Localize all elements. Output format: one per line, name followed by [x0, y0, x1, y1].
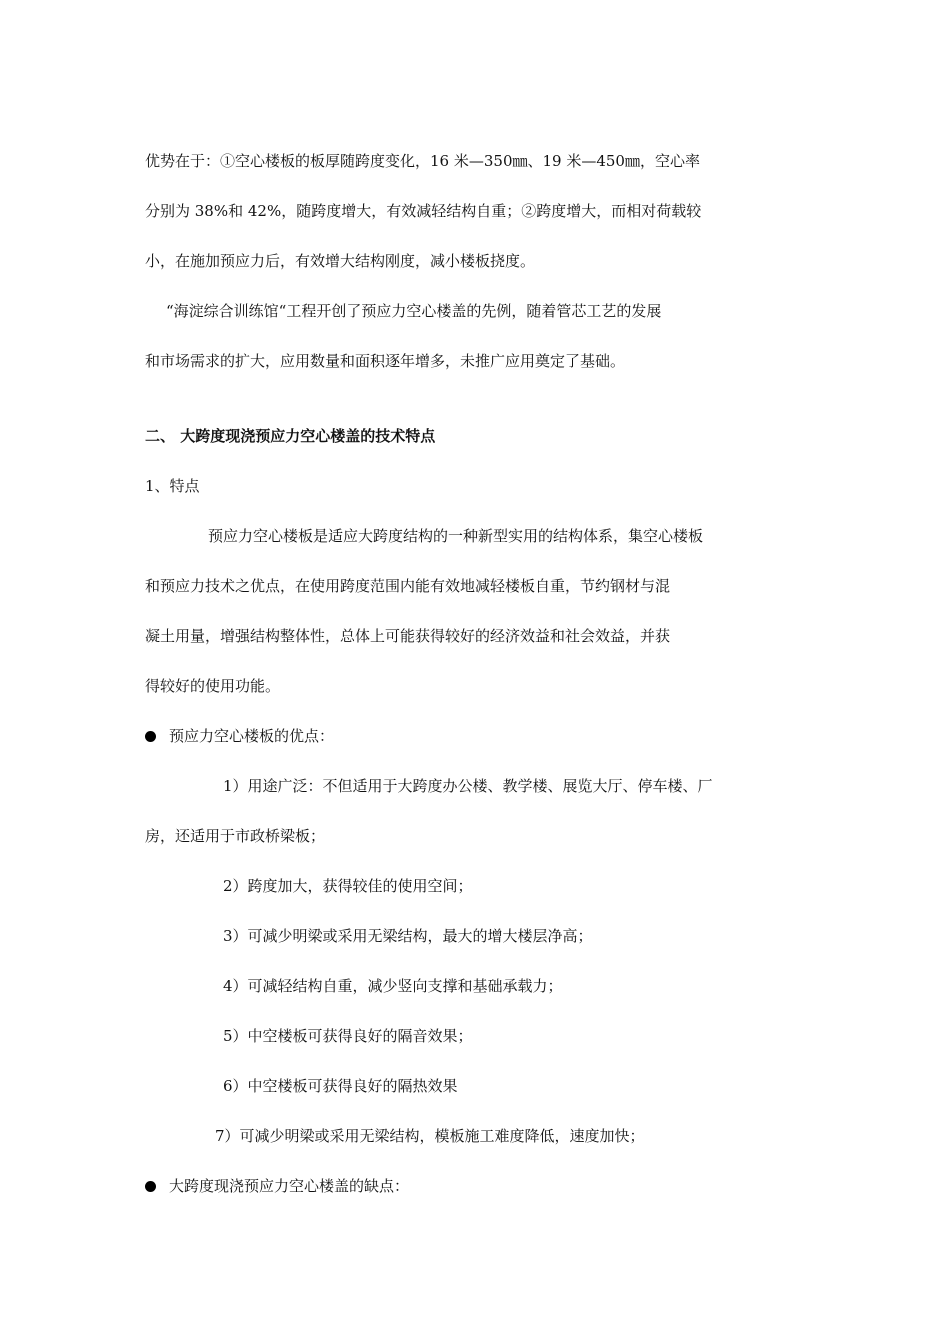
intro-line-4: “海淀综合训练馆“工程开创了预应力空心楼盖的先例，随着管芯工艺的发展 [166, 302, 662, 320]
advantage-item-7: 7）可减少明梁或采用无梁结构，模板施工难度降低，速度加快； [215, 1127, 645, 1145]
advantages-label: 预应力空心楼板的优点： [169, 727, 335, 745]
intro-line-3: 小，在施加预应力后，有效增大结构刚度，减小楼板挠度。 [145, 252, 536, 270]
disadvantages-label: 大跨度现浇预应力空心楼盖的缺点： [169, 1177, 410, 1195]
feature-para-line-4: 得较好的使用功能。 [145, 677, 281, 695]
advantages-bullet [145, 726, 334, 746]
intro-line-2: 分别为 38%和 42%，随跨度增大，有效减轻结构自重；②跨度增大，而相对荷载较 [145, 202, 702, 220]
feature-para-line-3: 凝土用量，增强结构整体性，总体上可能获得较好的经济效益和社会效益，并获 [145, 627, 671, 645]
section-heading: 二、 大跨度现浇预应力空心楼盖的技术特点 [145, 427, 436, 445]
advantage-item-6: 6）中空楼板可获得良好的隔热效果 [223, 1077, 458, 1095]
disadvantages-bullet [145, 1176, 409, 1196]
subsection-heading: 1、特点 [145, 477, 200, 495]
advantage-item-4: 4）可减轻结构自重，减少竖向支撑和基础承载力； [223, 977, 563, 995]
advantage-item-5: 5）中空楼板可获得良好的隔音效果； [223, 1027, 473, 1045]
advantage-item-1-line-1: 1）用途广泛：不但适用于大跨度办公楼、教学楼、展览大厅、停车楼、厂 [223, 777, 713, 795]
advantage-item-3: 3）可减少明梁或采用无梁结构，最大的增大楼层净高； [223, 927, 593, 945]
advantage-item-1-line-2: 房，还适用于市政桥梁板； [145, 827, 326, 845]
bullet-icon [145, 731, 156, 742]
intro-line-1: 优势在于：①空心楼板的板厚随跨度变化，16 米—350㎜、19 米—450㎜，空心率 [145, 152, 700, 170]
feature-para-line-2: 和预应力技术之优点，在使用跨度范围内能有效地减轻楼板自重，节约钢材与混 [145, 577, 671, 595]
bullet-icon [145, 1181, 156, 1192]
intro-line-5: 和市场需求的扩大，应用数量和面积逐年增多，未推广应用奠定了基础。 [145, 352, 626, 370]
feature-para-line-1: 预应力空心楼板是适应大跨度结构的一种新型实用的结构体系，集空心楼板 [208, 527, 704, 545]
advantage-item-2: 2）跨度加大，获得较佳的使用空间； [223, 877, 473, 895]
